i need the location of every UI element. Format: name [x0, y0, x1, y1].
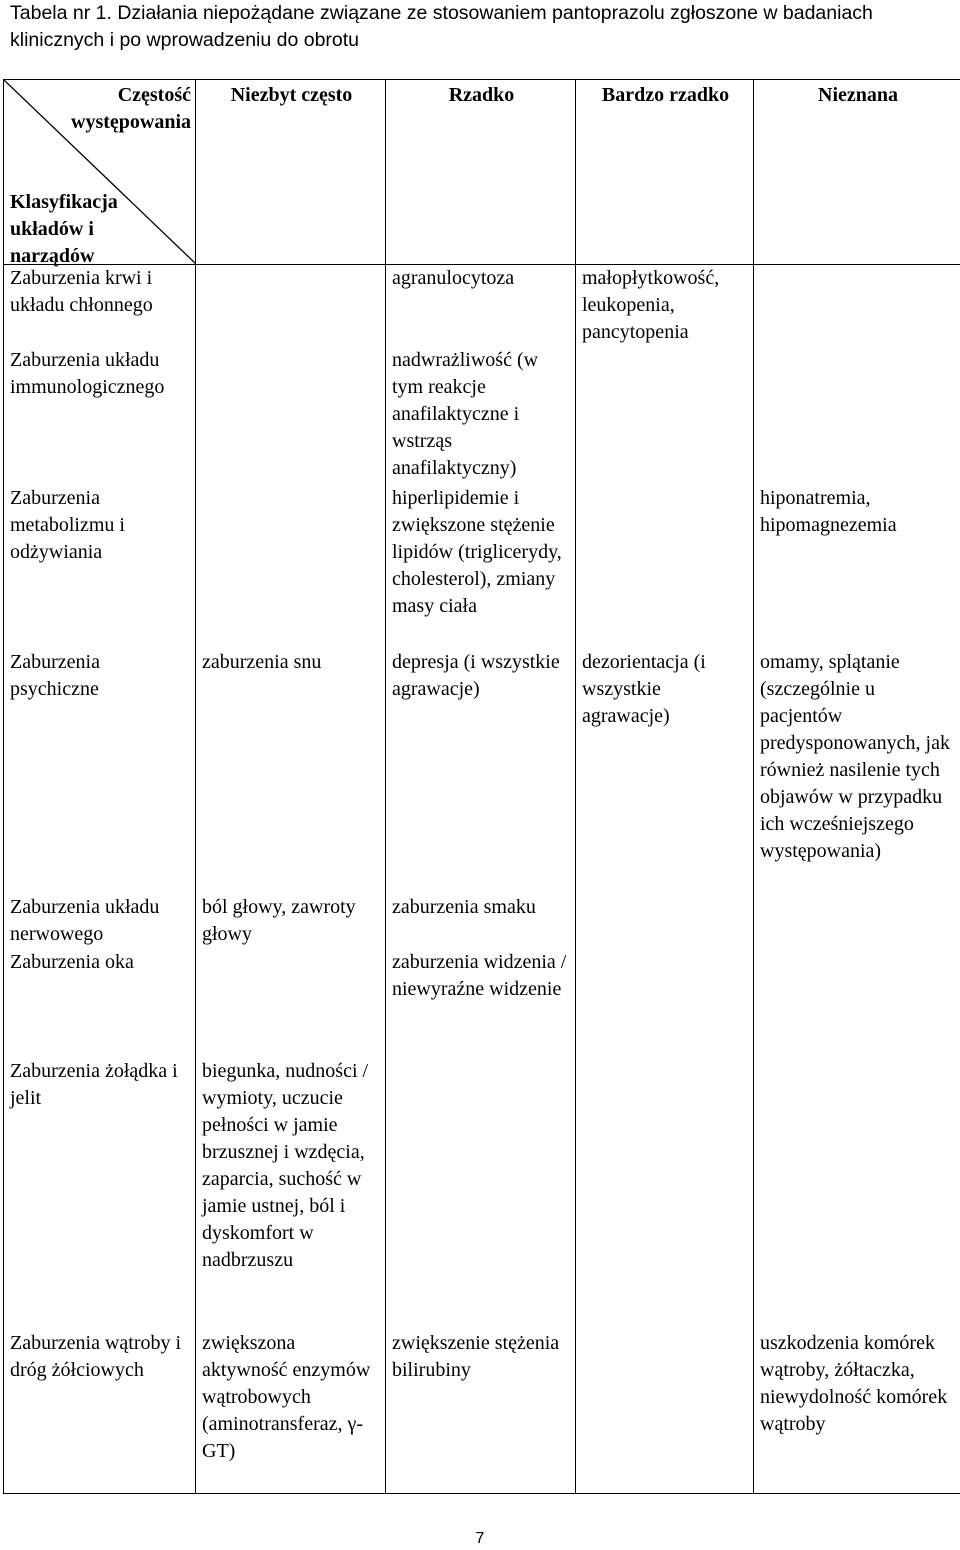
frequency-header: Częstość występowania — [71, 84, 192, 133]
corner-header-cell — [4, 80, 196, 265]
header-row — [4, 80, 960, 265]
unknown-cell — [754, 1058, 960, 1330]
organ-class-cell: Zaburzenia psychiczne — [4, 649, 196, 894]
uncommon-cell — [196, 265, 386, 347]
uncommon-cell: zwiększona aktywność enzymów wątrobowych (aminotransferaz, γ-GT) — [196, 1330, 386, 1494]
uncommon-cell — [196, 949, 386, 1058]
unknown-cell: hiponatremia, hipomagnezemia — [754, 485, 960, 649]
unknown-cell — [754, 265, 960, 347]
table-row — [4, 649, 960, 894]
organ-class-cell: Zaburzenia układu immunologicznego — [4, 347, 196, 485]
organ-class-cell: Zaburzenia układu nerwowego — [4, 894, 196, 949]
table-row — [4, 949, 960, 1058]
table-row — [4, 485, 960, 649]
organ-class-cell: Zaburzenia żołądka i jelit — [4, 1058, 196, 1330]
unknown-cell — [754, 894, 960, 949]
very-rare-cell — [576, 1058, 754, 1330]
table-row — [4, 894, 960, 949]
table-row — [4, 265, 960, 347]
organ-class-cell: Zaburzenia wątroby i dróg żółciowych — [4, 1330, 196, 1494]
table-caption: Tabela nr 1. Działania niepożądane związane ze stosowaniem pantoprazolu zgłoszone w badaniach klinicznych i po wprowadzeniu do obrotu — [10, 2, 873, 51]
rare-cell: depresja (i wszystkie agrawacje) — [386, 649, 576, 894]
rare-cell — [386, 1058, 576, 1330]
very-rare-cell — [576, 949, 754, 1058]
uncommon-cell: zaburzenia snu — [196, 649, 386, 894]
col-header-unknown: Nieznana — [754, 80, 960, 265]
very-rare-cell — [576, 894, 754, 949]
uncommon-cell — [196, 485, 386, 649]
rare-cell: zwiększenie stężenia bilirubiny — [386, 1330, 576, 1494]
col-header-uncommon: Niezbyt często — [196, 80, 386, 265]
uncommon-cell: ból głowy, zawroty głowy — [196, 894, 386, 949]
rare-cell: nadwrażliwość (w tym reakcje anafilaktyczne i wstrząs anafilaktyczny) — [386, 347, 576, 485]
organ-class-cell: Zaburzenia krwi i układu chłonnego — [4, 265, 196, 347]
very-rare-cell — [576, 1330, 754, 1494]
very-rare-cell — [576, 485, 754, 649]
very-rare-cell: dezorientacja (i wszystkie agrawacje) — [576, 649, 754, 894]
unknown-cell: omamy, splątanie (szczególnie u pacjentów predysponowanych, jak również nasilenie tych objawów w przypadku ich wcześniejszego występowania) — [754, 649, 960, 894]
rare-cell: zaburzenia smaku — [386, 894, 576, 949]
unknown-cell: uszkodzenia komórek wątroby, żółtaczka, niewydolność komórek wątroby — [754, 1330, 960, 1494]
unknown-cell — [754, 949, 960, 1058]
adverse-effects-table — [3, 79, 960, 1494]
uncommon-cell: biegunka, nudności / wymioty, uczucie pełności w jamie brzusznej i wzdęcia, zaparcia, suchość w jamie ustnej, ból i dyskomfort w nadbrzuszu — [196, 1058, 386, 1330]
organ-class-header: Klasyfikacja układów i narządów — [10, 191, 118, 267]
table-row — [4, 1058, 960, 1330]
unknown-cell — [754, 347, 960, 485]
rare-cell: hiperlipidemie i zwiększone stężenie lipidów (triglicerydy, cholesterol), zmiany masy ciała — [386, 485, 576, 649]
col-header-very-rare: Bardzo rzadko — [576, 80, 754, 265]
organ-class-cell: Zaburzenia metabolizmu i odżywiania — [4, 485, 196, 649]
rare-cell: agranulocytoza — [386, 265, 576, 347]
table-row — [4, 1330, 960, 1494]
organ-class-cell: Zaburzenia oka — [4, 949, 196, 1058]
rare-cell: zaburzenia widzenia / niewyraźne widzenie — [386, 949, 576, 1058]
table-row — [4, 347, 960, 485]
very-rare-cell — [576, 347, 754, 485]
page-number: 7 — [475, 1530, 485, 1547]
col-header-rare: Rzadko — [386, 80, 576, 265]
very-rare-cell: małopłytkowość, leukopenia, pancytopenia — [576, 265, 754, 347]
uncommon-cell — [196, 347, 386, 485]
